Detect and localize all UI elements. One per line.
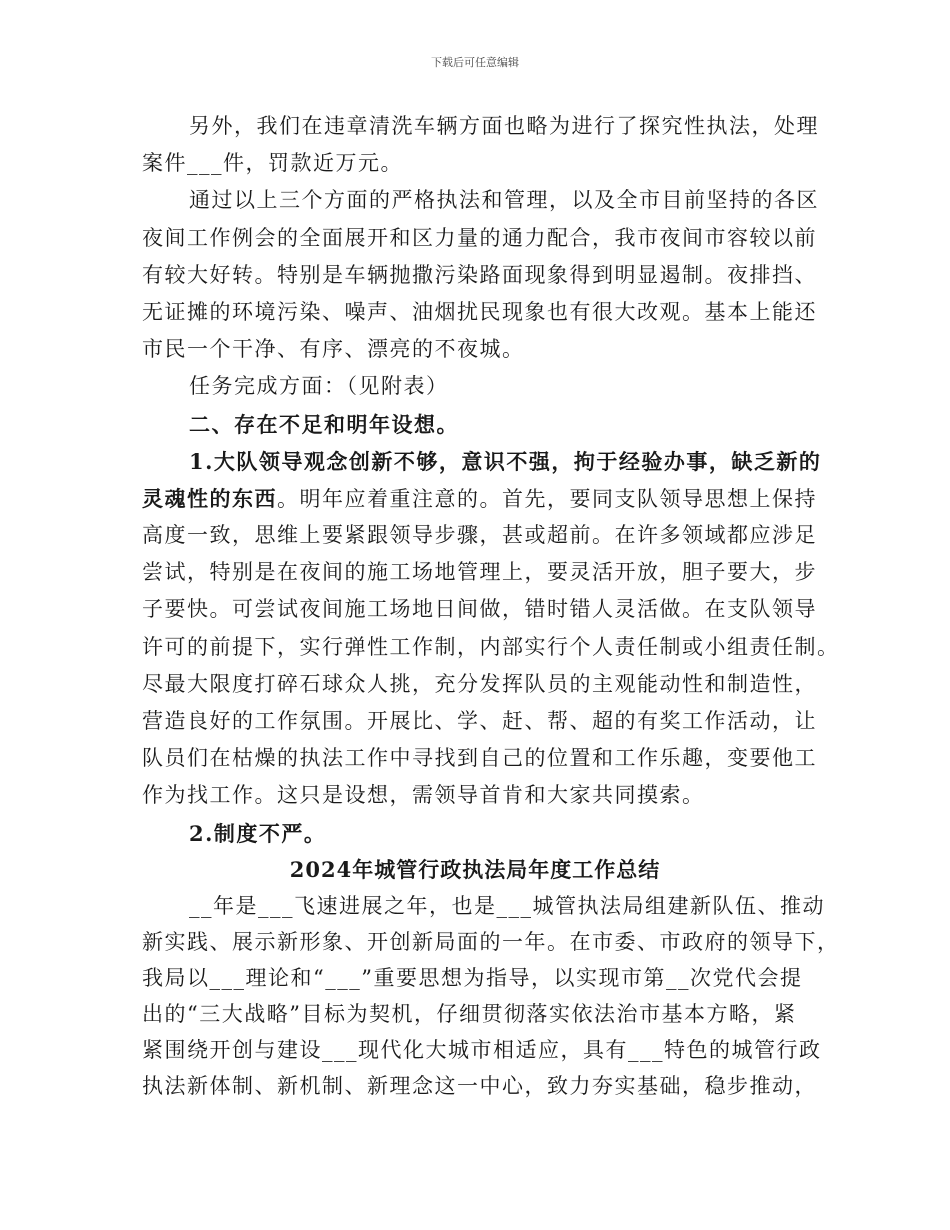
text-line: 无证摊的环境污染、噪声、油烟扰民现象也有很大改观。基本上能还: [142, 299, 817, 324]
text-line: 子要快。可尝试夜间施工场地日间做，错时错人灵活做。在支队领导: [142, 597, 817, 622]
text-line: 通过以上三个方面的严格执法和管理，以及全市目前坚持的各区: [189, 188, 819, 213]
text-line: 出的“三大战略”目标为契机，仔细贯彻落实依法治市基本方略，紧: [142, 1002, 797, 1026]
text-line: __年是___飞速进展之年，也是___城管执法局组建新队伍、推动: [189, 894, 825, 918]
section-heading: 二、存在不足和明年设想。: [189, 411, 459, 437]
text-line: 作为找工作。这只是设想，需领导首肯和大家共同摸索。: [142, 783, 705, 808]
text-line: [142, 480, 817, 517]
item2-heading: 2.制度不严。: [189, 820, 327, 846]
text-line: 市民一个干净、有序、漂亮的不夜城。: [142, 337, 525, 362]
text-line: 新实践、展示新形象、开创新局面的一年。在市委、市政府的领导下，: [142, 930, 840, 954]
text-line: 夜间工作例会的全面展开和区力量的通力配合，我市夜间市容较以前: [142, 225, 817, 250]
text-line: 任务完成方面：（见附表）: [189, 374, 449, 399]
item1-text: 。明年应着重注意的。首先，要同支队领导思想上保持: [277, 486, 817, 511]
text-line: 我局以___理论和“___”重要思想为指导，以实现市第__次党代会提: [142, 966, 803, 990]
document-title: 2024年城管行政执法局年度工作总结: [289, 857, 661, 882]
item1-heading: 1.大队领导观念创新不够，意识不强，拘于经验办事，缺乏新的: [189, 448, 822, 474]
section1-body: [142, 108, 840, 852]
text-line: 另外，我们在违章清洗车辆方面也略为进行了探究性执法，处理: [189, 114, 819, 138]
text-line: 高度一致，思维上要紧跟领导步骤，甚或超前。在许多领域都应涉足: [142, 523, 817, 548]
text-line: 尝试，特别是在夜间的施工场地管理上，要灵活开放，胆子要大，步: [142, 560, 817, 585]
text-line: 紧围绕开创与建设___现代化大城市相适应，具有___特色的城管行政: [142, 1038, 822, 1062]
text-line: 案件___件，罚款近万元。: [142, 151, 403, 176]
text-line: 营造良好的工作氛围。开展比、学、赶、帮、超的有奖工作活动，让: [142, 709, 817, 733]
text-line: 许可的前提下，实行弹性工作制，内部实行个人责任制或小组责任制。: [142, 634, 840, 659]
text-line: 尽最大限度打碎石球众人挑，充分发挥队员的主观能动性和制造性，: [142, 671, 817, 696]
text-line: 有较大好转。特别是车辆抛撒污染路面现象得到明显遏制。夜排挡、: [142, 262, 817, 287]
section2-body: [142, 888, 840, 1104]
text-line: 队员们在枯燥的执法工作中寻找到自己的位置和工作乐趣，变要他工: [142, 746, 817, 771]
item1-heading-cont: 灵魂性的东西: [142, 485, 277, 511]
header-note: 下载后可任意编辑: [431, 56, 519, 69]
text-line: 执法新体制、新机制、新理念这一中心，致力夯实基础，稳步推动，: [142, 1074, 817, 1098]
